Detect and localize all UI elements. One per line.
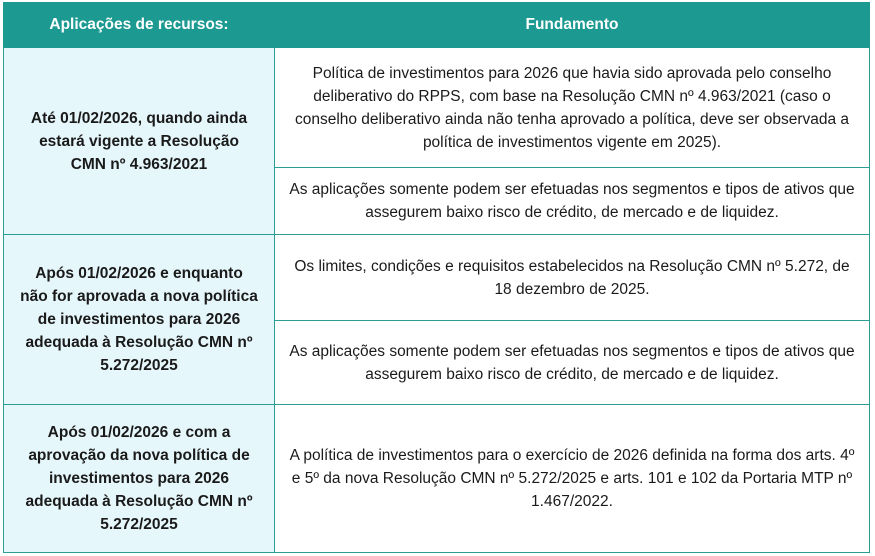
basis-cell: As aplicações somente podem ser efetuadas nos segmentos e tipos de ativos que assegurem baixo risco de crédito, de mercado e de liquidez.: [275, 321, 870, 405]
table-row: [4, 48, 870, 168]
header-applications: Aplicações de recursos:: [4, 3, 275, 48]
basis-cell: A política de investimentos para o exercício de 2026 definida na forma dos arts. 4º e 5º da nova Resolução CMN nº 5.272/2025 e arts. 101 e 102 da Portaria MTP nº 1.467/2022.: [275, 405, 870, 553]
basis-cell: Política de investimentos para 2026 que havia sido aprovada pelo conselho deliberativo do RPPS, com base na Resolução CMN nº 4.963/2021 (caso o conselho deliberativo ainda não tenha aprovado a política, deve ser observada a política de investimentos vigente em 2025).: [275, 48, 870, 168]
header-basis: Fundamento: [275, 3, 870, 48]
period-cell: Até 01/02/2026, quando ainda estará vigente a Resolução CMN nº 4.963/2021: [4, 48, 275, 235]
period-cell: Após 01/02/2026 e enquanto não for aprovada a nova política de investimentos para 2026 adequada à Resolução CMN nº 5.272/2025: [4, 235, 275, 405]
resource-application-table: [3, 2, 870, 553]
resource-application-table-container: [3, 2, 869, 553]
table-row: [4, 405, 870, 553]
basis-cell: Os limites, condições e requisitos estabelecidos na Resolução CMN nº 5.272, de 18 dezembro de 2025.: [275, 235, 870, 321]
period-cell: Após 01/02/2026 e com a aprovação da nova política de investimentos para 2026 adequada à Resolução CMN nº 5.272/2025: [4, 405, 275, 553]
basis-cell: As aplicações somente podem ser efetuadas nos segmentos e tipos de ativos que assegurem baixo risco de crédito, de mercado e de liquidez.: [275, 168, 870, 235]
header-row: [4, 3, 870, 48]
table-row: [4, 235, 870, 321]
